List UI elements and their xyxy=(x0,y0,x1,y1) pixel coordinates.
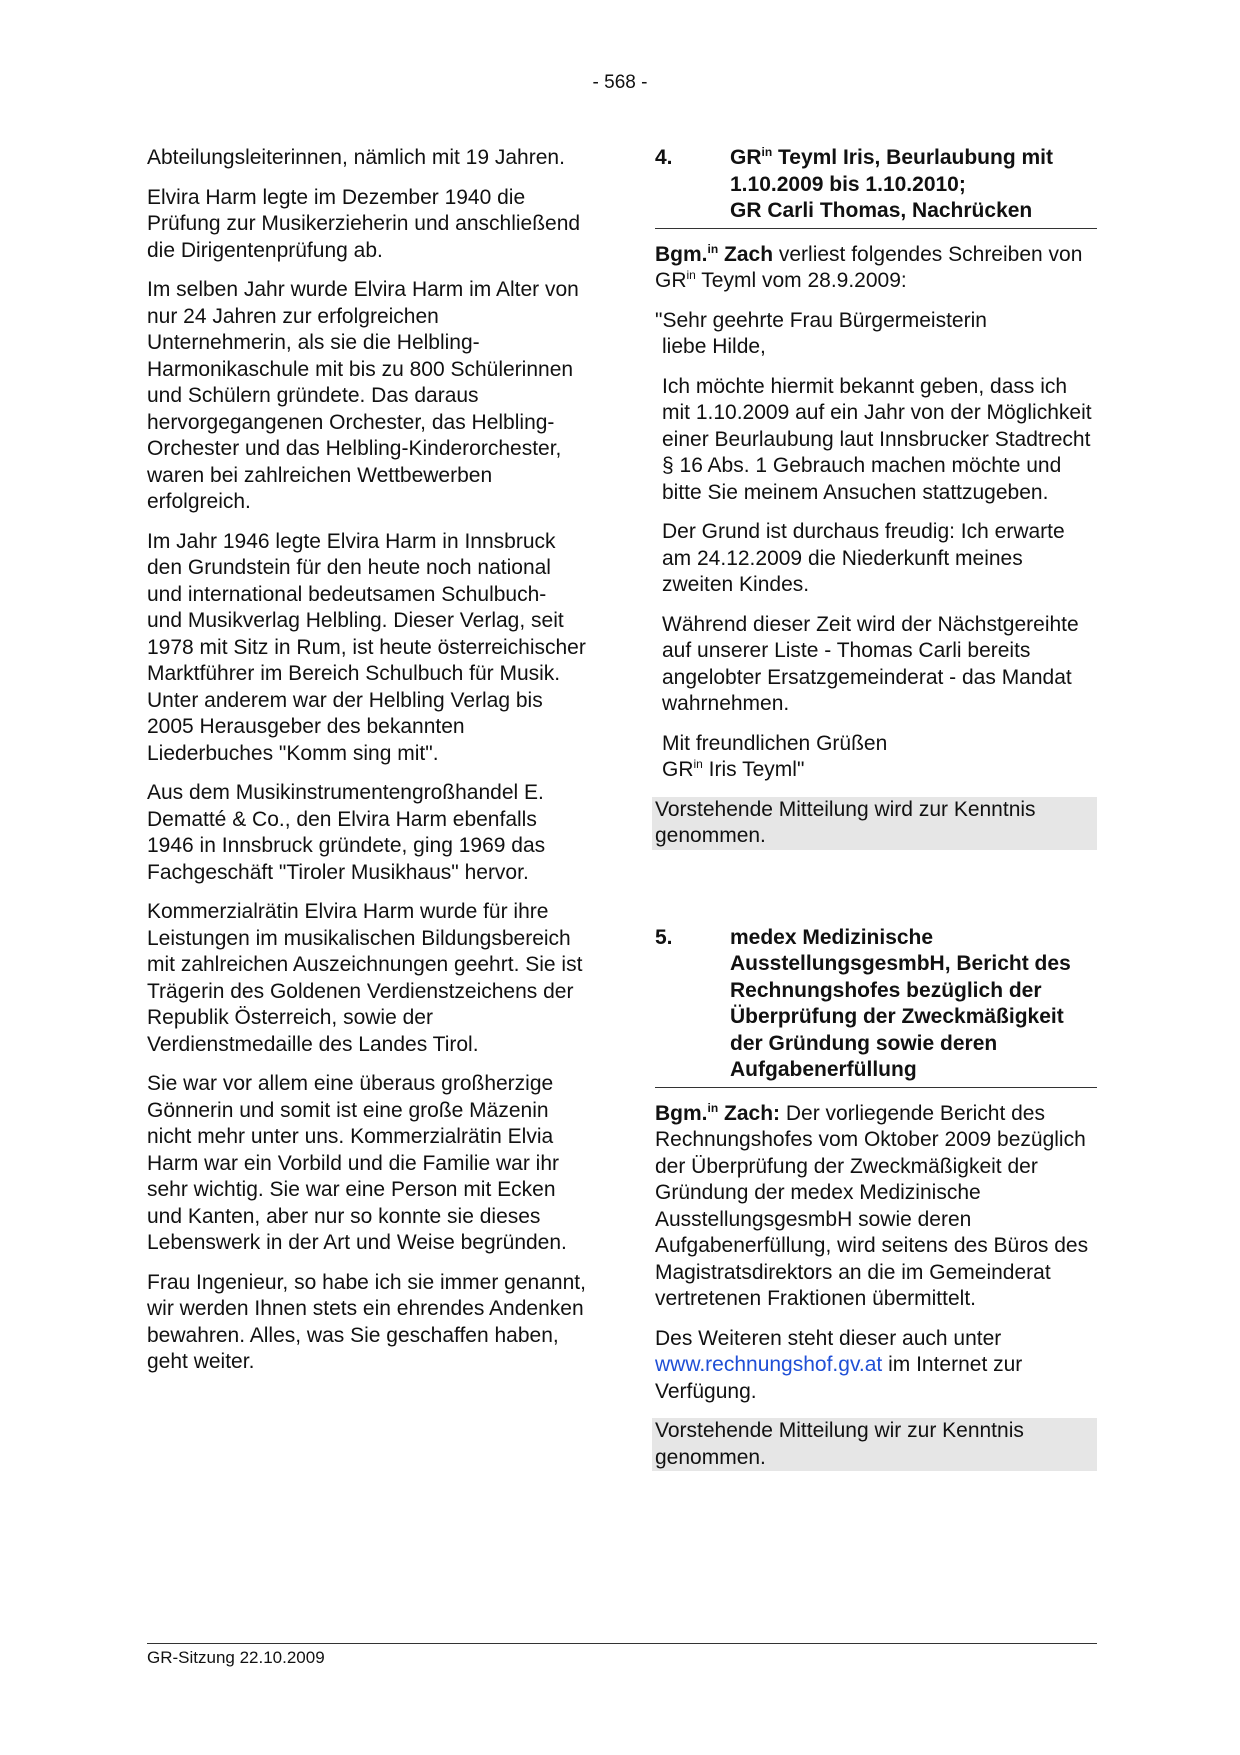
item4-title-line1: $GR^{in}$ Teyml Iris, Beurlaubung mit xyxy=(730,145,1053,169)
item4-number: 4. xyxy=(655,146,673,169)
left-paragraph-5: Aus dem Musikinstrumentengroßhandel E. Dematté & Co., den Elvira Harm ebenfalls 1946 in Innsbruck gründete, ging 1969 das Fachgeschäft "Tiroler Musikhaus" hervor. xyxy=(147,781,546,884)
item4-title-line2: 1.10.2009 bis 1.10.2010; xyxy=(730,172,966,196)
item5-report: Bgm.$^{in}$ Zach: Der vorliegende Bericht des Rechnungshofes vom Oktober 2009 bezüglich der Überprüfung der Zweckmäßigkeit der Gründung der medex Medizinische AusstellungsgesmbH sowie deren Aufgabenerfüllung, wird seitens des Büros des Magistratsdirektors an die im Gemeinderat vertretenen Fraktionen übermittelt. xyxy=(655,1100,1089,1310)
left-paragraph-2: Elvira Harm legte im Dezember 1940 die Prüfung zur Musikerzieherin und anschließend die Dirigentenprüfung ab. xyxy=(147,185,581,262)
item5-title: medex Medizinische AusstellungsgesmbH, Bericht des Rechnungshofes bezüglich der Überprüfung der Zweckmäßigkeit der Gründung sowie deren Aufgabenerfüllung xyxy=(730,925,1071,1081)
right-column xyxy=(655,145,1097,1484)
letter-paragraph-2: Der Grund ist durchaus freudig: Ich erwarte am 24.12.2009 die Niederkunft meines zweiten Kindes. xyxy=(662,520,1065,596)
left-paragraph-6: Kommerzialrätin Elvira Harm wurde für ihre Leistungen im musikalischen Bildungsbereich mit zahlreichen Auszeichnungen geehrt. Sie ist Trägerin des Goldenen Verdienstzeichens der Republik Österreich, sowie der Verdienstmedaille des Landes Tirol. xyxy=(147,900,583,1056)
item5-further: Des Weiteren steht dieser auch unter www.rechnungshof.gv.at im Internet zur Verfügung. xyxy=(655,1326,1023,1403)
item4-resolution: Vorstehende Mitteilung wird zur Kenntnis genommen. xyxy=(652,797,1097,850)
letter-paragraph-1: Ich möchte hiermit bekannt geben, dass ich mit 1.10.2009 auf ein Jahr von der Möglichkeit einer Beurlaubung laut Innsbrucker Stadtrecht § 16 Abs. 1 Gebrauch machen möchte und bitte Sie meinem Ansuchen stattzugeben. xyxy=(662,374,1092,504)
left-paragraph-4: Im Jahr 1946 legte Elvira Harm in Innsbruck den Grundstein für den heute noch national und international bedeutsamen Schulbuch- und Musikverlag Helbling. Dieser Verlag, seit 1978 mit Sitz in Rum, ist heute österreichischer Marktführer im Bereich Schulbuch für Musik. Unter anderem war der Helbling Verlag bis 2005 Herausgeber des bekannten Liederbuches "Komm sing mit". xyxy=(147,529,586,765)
item5-heading xyxy=(655,925,1097,1088)
item5-resolution: Vorstehende Mitteilung wir zur Kenntnis genommen. xyxy=(652,1418,1097,1471)
letter-closing: Mit freundlichen Grüßen $GR^{in}$ Iris Teyml" xyxy=(662,731,888,781)
left-paragraph-3: Im selben Jahr wurde Elvira Harm im Alter von nur 24 Jahren zur erfolgreichen Unternehmerin, als sie die Helbling-Harmonikaschule mit bis zu 800 Schülerinnen und Schülern gründete. Das daraus hervorgegangenen Orchester, das Helbling-Orchester und das Helbling-Kinderorchester, waren bei zahlreichen Wettbewerben erfolgreich. xyxy=(147,278,579,513)
item4-title xyxy=(730,145,1097,225)
item5-number: 5. xyxy=(655,925,673,949)
letter-salutation: "Sehr geehrte Frau Bürgermeisterin liebe Hilde, xyxy=(655,308,987,358)
rechnungshof-link[interactable]: www.rechnungshof.gv.at xyxy=(655,1353,883,1376)
left-paragraph-1: Abteilungsleiterinnen, nämlich mit 19 Jahren. xyxy=(147,146,565,169)
item4-heading xyxy=(655,145,1097,229)
page-number: - 568 - xyxy=(592,72,648,93)
footer: GR-Sitzung 22.10.2009 xyxy=(147,1648,325,1667)
left-paragraph-8: Frau Ingenieur, so habe ich sie immer genannt, wir werden Ihnen stets ein ehrendes Andenken bewahren. Alles, was Sie geschaffen haben, geht weiter. xyxy=(147,1270,586,1373)
footer-divider xyxy=(147,1643,1097,1644)
left-column xyxy=(147,145,587,1389)
left-paragraph-7: Sie war vor allem eine überaus großherzige Gönnerin und somit ist eine große Mäzenin nicht mehr unter uns. Kommerzialrätin Elvia Harm war ein Vorbild und die Familie war ihr sehr wichtig. Sie war eine Person mit Ecken und Kanten, aber nur so konnte sie dieses Lebenswerk in der Art und Weise begründen. xyxy=(147,1072,567,1254)
item4-intro: Bgm.$^{in}$ Zach verliest folgendes Schreiben von $GR^{in}$ Teyml vom 28.9.2009: xyxy=(655,241,1083,292)
item4-title-line3: GR Carli Thomas, Nachrücken xyxy=(730,199,1033,222)
letter-paragraph-3: Während dieser Zeit wird der Nächstgereihte auf unserer Liste - Thomas Carli bereits angelobter Ersatzgemeinderat - das Mandat wahrnehmen. xyxy=(662,612,1079,715)
